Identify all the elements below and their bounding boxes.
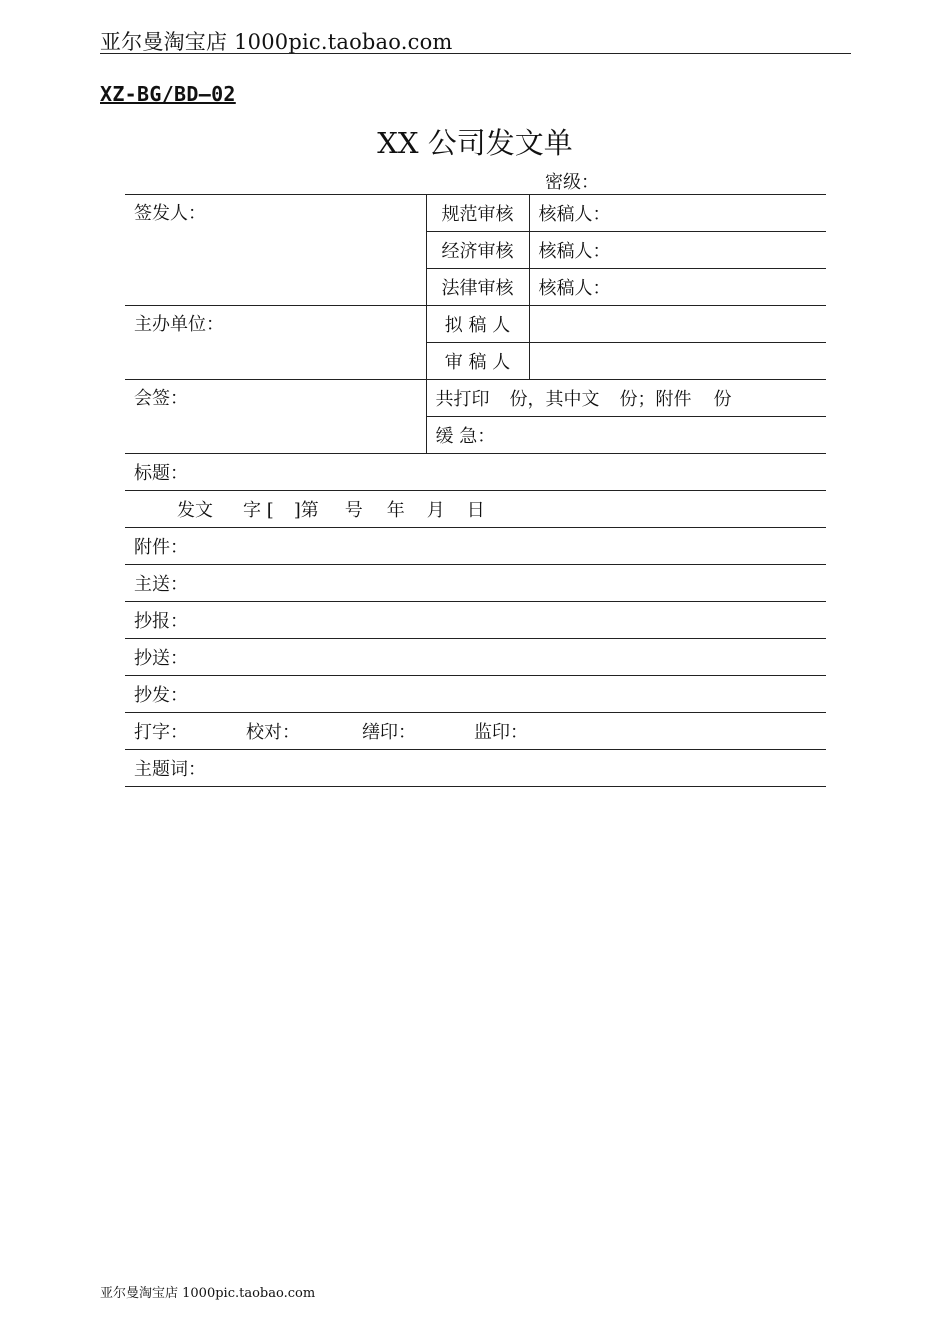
send-to-label: 主送： [134, 574, 188, 595]
host-unit-cell[interactable] [125, 306, 426, 380]
attachment-label: 附件： [134, 537, 188, 558]
form-row [125, 491, 826, 528]
countersign-label: 会签： [134, 388, 188, 409]
report-to-cell[interactable] [125, 602, 826, 639]
secrecy-label: 密级： [545, 172, 599, 193]
reviewer-label-cell [426, 343, 529, 380]
checker-label: 核稿人： [538, 204, 611, 225]
urgency-label: 缓 急： [435, 426, 496, 447]
seal-supervisor-label: 监印： [474, 722, 528, 743]
checker-cell[interactable] [529, 269, 826, 306]
print-total-label: 共打印 [435, 389, 490, 410]
review-type-label: 法律审核 [441, 278, 514, 299]
form-row [125, 454, 826, 491]
form-row [125, 750, 826, 787]
form-row [125, 380, 826, 417]
form-row [125, 676, 826, 713]
keywords-cell[interactable] [125, 750, 826, 787]
report-to-label: 抄报： [134, 611, 188, 632]
page-header: 亚尔曼淘宝店 1000pic.taobao.com [100, 30, 453, 54]
doc-number-cell[interactable] [125, 491, 826, 528]
doc-date-year: 年 [386, 500, 405, 521]
keywords-label: 主题词： [134, 759, 206, 780]
attachment-cell[interactable] [125, 528, 826, 565]
typist-label: 打字： [134, 722, 188, 743]
form-row [125, 528, 826, 565]
checker-cell[interactable] [529, 232, 826, 269]
countersign-cell[interactable] [125, 380, 426, 454]
page-footer: 亚尔曼淘宝店 1000pic.taobao.com [100, 1286, 316, 1301]
form-row [125, 713, 826, 750]
checker-label: 核稿人： [538, 241, 611, 262]
print-text-label: 份，其中文 [509, 389, 600, 410]
form-row [125, 639, 826, 676]
copy-out-label: 抄发： [134, 685, 188, 706]
print-count-cell[interactable] [426, 380, 826, 417]
drafter-label-cell [426, 306, 529, 343]
copy-to-cell[interactable] [125, 639, 826, 676]
subject-label: 标题： [134, 463, 188, 484]
doc-number-ordinal: ]第 [293, 500, 319, 521]
review-type-label: 经济审核 [441, 241, 514, 262]
send-to-cell[interactable] [125, 565, 826, 602]
drafter-label: 拟 稿 人 [444, 315, 511, 336]
print-attachment-label: 份；附件 [619, 389, 692, 410]
copy-out-cell[interactable] [125, 676, 826, 713]
review-type-cell [426, 232, 529, 269]
reviewer-value-cell[interactable] [529, 343, 826, 380]
document-title: XX 公司发文单 [377, 126, 573, 160]
doc-number-char: 字 [ [243, 500, 274, 521]
checker-cell[interactable] [529, 195, 826, 232]
proofreader-label: 校对： [246, 722, 300, 743]
drafter-value-cell[interactable] [529, 306, 826, 343]
subject-cell[interactable] [125, 454, 826, 491]
form-row [125, 602, 826, 639]
review-type-label: 规范审核 [441, 204, 514, 225]
copy-to-label: 抄送： [134, 648, 188, 669]
document-code: XZ-BG/BD—02 [100, 82, 236, 106]
review-type-cell [426, 195, 529, 232]
header-divider [100, 53, 851, 54]
form-row [125, 565, 826, 602]
signer-cell[interactable] [125, 195, 426, 306]
process-cell[interactable] [125, 713, 826, 750]
signer-label: 签发人： [134, 203, 206, 224]
review-type-cell [426, 269, 529, 306]
host-unit-label: 主办单位： [134, 314, 224, 335]
doc-number-no: 号 [344, 500, 363, 521]
dispatch-form-table [125, 194, 826, 787]
checker-label: 核稿人： [538, 278, 611, 299]
reviewer-label: 审 稿 人 [444, 352, 511, 373]
form-row [125, 306, 826, 343]
copyist-label: 缮印： [362, 722, 416, 743]
doc-date-month: 月 [426, 500, 445, 521]
urgency-cell[interactable] [426, 417, 826, 454]
doc-date-day: 日 [466, 500, 485, 521]
print-unit-label: 份 [713, 389, 732, 410]
doc-number-prefix: 发文 [177, 500, 213, 521]
form-row [125, 195, 826, 232]
